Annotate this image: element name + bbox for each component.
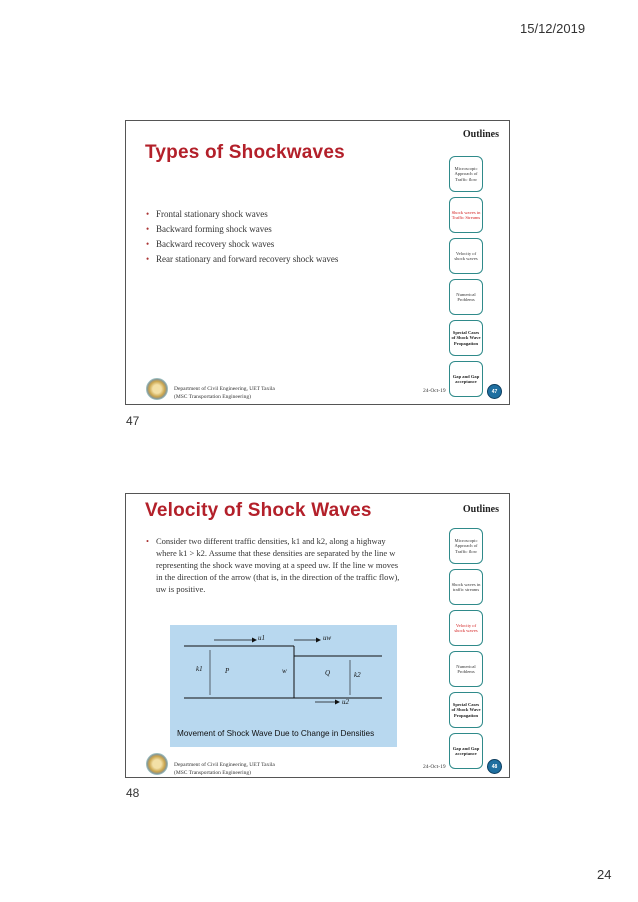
university-logo-icon bbox=[146, 753, 168, 775]
outline-item[interactable]: Gap and Gap acceptance bbox=[449, 361, 483, 397]
slide-title: Velocity of Shock Waves bbox=[145, 500, 372, 521]
outline-item[interactable]: Special Cases of Shock Wave Propagation bbox=[449, 692, 483, 728]
footer-program: (MSC Transportation Engineering) bbox=[174, 394, 251, 400]
label-w: w bbox=[282, 667, 287, 675]
outline-item[interactable]: Numerical Problems bbox=[449, 279, 483, 315]
outline-item-active[interactable]: Shock waves in Traffic Streams bbox=[449, 197, 483, 233]
bullet-item: • Consider two different traffic densities, k1 and k2, along a highway where k1 > k2. Assume that these densities are separated by the line w representing the shock wave moving at a speed uw. If the line w moves in the direction of the arrow (that is, in the direction of the traffic flow), uw is positive. bbox=[146, 535, 401, 595]
u1-arrowhead bbox=[252, 638, 257, 643]
outline-list bbox=[449, 528, 483, 774]
outline-item[interactable]: Gap and Gap acceptance bbox=[449, 733, 483, 769]
outline-item-active[interactable]: Velocity of shock waves bbox=[449, 610, 483, 646]
page-number: 24 bbox=[597, 867, 612, 882]
footer-department bbox=[174, 761, 275, 777]
u2-arrowhead bbox=[335, 700, 340, 705]
outline-item[interactable]: Microscopic Approach of Traffic flow bbox=[449, 528, 483, 564]
outline-item[interactable]: Velocity of shock waves bbox=[449, 238, 483, 274]
footer-program: (MSC Transportation Engineering) bbox=[174, 770, 251, 776]
slide-label: 48 bbox=[126, 786, 140, 800]
outline-item[interactable]: Special Cases of Shock Wave Propagation bbox=[449, 320, 483, 356]
bullet-list bbox=[146, 535, 401, 595]
footer-department-name: Department of Civil Engineering, UET Taxila bbox=[174, 762, 275, 768]
bullet-list bbox=[146, 209, 396, 269]
label-k2: k2 bbox=[354, 671, 361, 679]
footer-department-name: Department of Civil Engineering, UET Taxila bbox=[174, 386, 275, 392]
page-date: 15/12/2019 bbox=[520, 21, 586, 36]
label-k1: k1 bbox=[196, 665, 203, 673]
slide-47 bbox=[125, 120, 510, 405]
label-u1: u1 bbox=[258, 634, 265, 642]
footer-department bbox=[174, 385, 275, 401]
outline-item[interactable]: Numerical Problems bbox=[449, 651, 483, 687]
bullet-item: • Rear stationary and forward recovery shock waves bbox=[146, 254, 396, 264]
outline-heading: Outlines bbox=[462, 129, 499, 140]
figure-caption: Movement of Shock Wave Due to Change in Densities bbox=[177, 729, 375, 738]
bullet-item: • Backward recovery shock waves bbox=[146, 239, 396, 249]
uw-arrowhead bbox=[316, 638, 321, 643]
bullet-item: • Frontal stationary shock waves bbox=[146, 209, 396, 219]
slide-label: 47 bbox=[126, 414, 140, 428]
university-logo-icon bbox=[146, 378, 168, 400]
footer-date: 24-Oct-19 bbox=[423, 388, 446, 394]
label-uw: uw bbox=[323, 634, 332, 642]
footer-date: 24-Oct-19 bbox=[423, 764, 446, 770]
outline-item[interactable]: Microscopic Approach of Traffic flow bbox=[449, 156, 483, 192]
label-u2: u2 bbox=[342, 698, 349, 706]
outline-list bbox=[449, 156, 483, 402]
label-Q: Q bbox=[325, 669, 331, 677]
outline-heading: Outlines bbox=[462, 504, 499, 515]
shock-wave-figure bbox=[170, 625, 397, 747]
slide-number-badge: 48 bbox=[487, 759, 502, 774]
bullet-item: • Backward forming shock waves bbox=[146, 224, 396, 234]
slide-number-badge: 47 bbox=[487, 384, 502, 399]
outline-item[interactable]: Shock waves in traffic streams bbox=[449, 569, 483, 605]
slide-title: Types of Shockwaves bbox=[145, 142, 345, 163]
slide-48 bbox=[125, 493, 510, 778]
label-P: P bbox=[225, 667, 230, 675]
